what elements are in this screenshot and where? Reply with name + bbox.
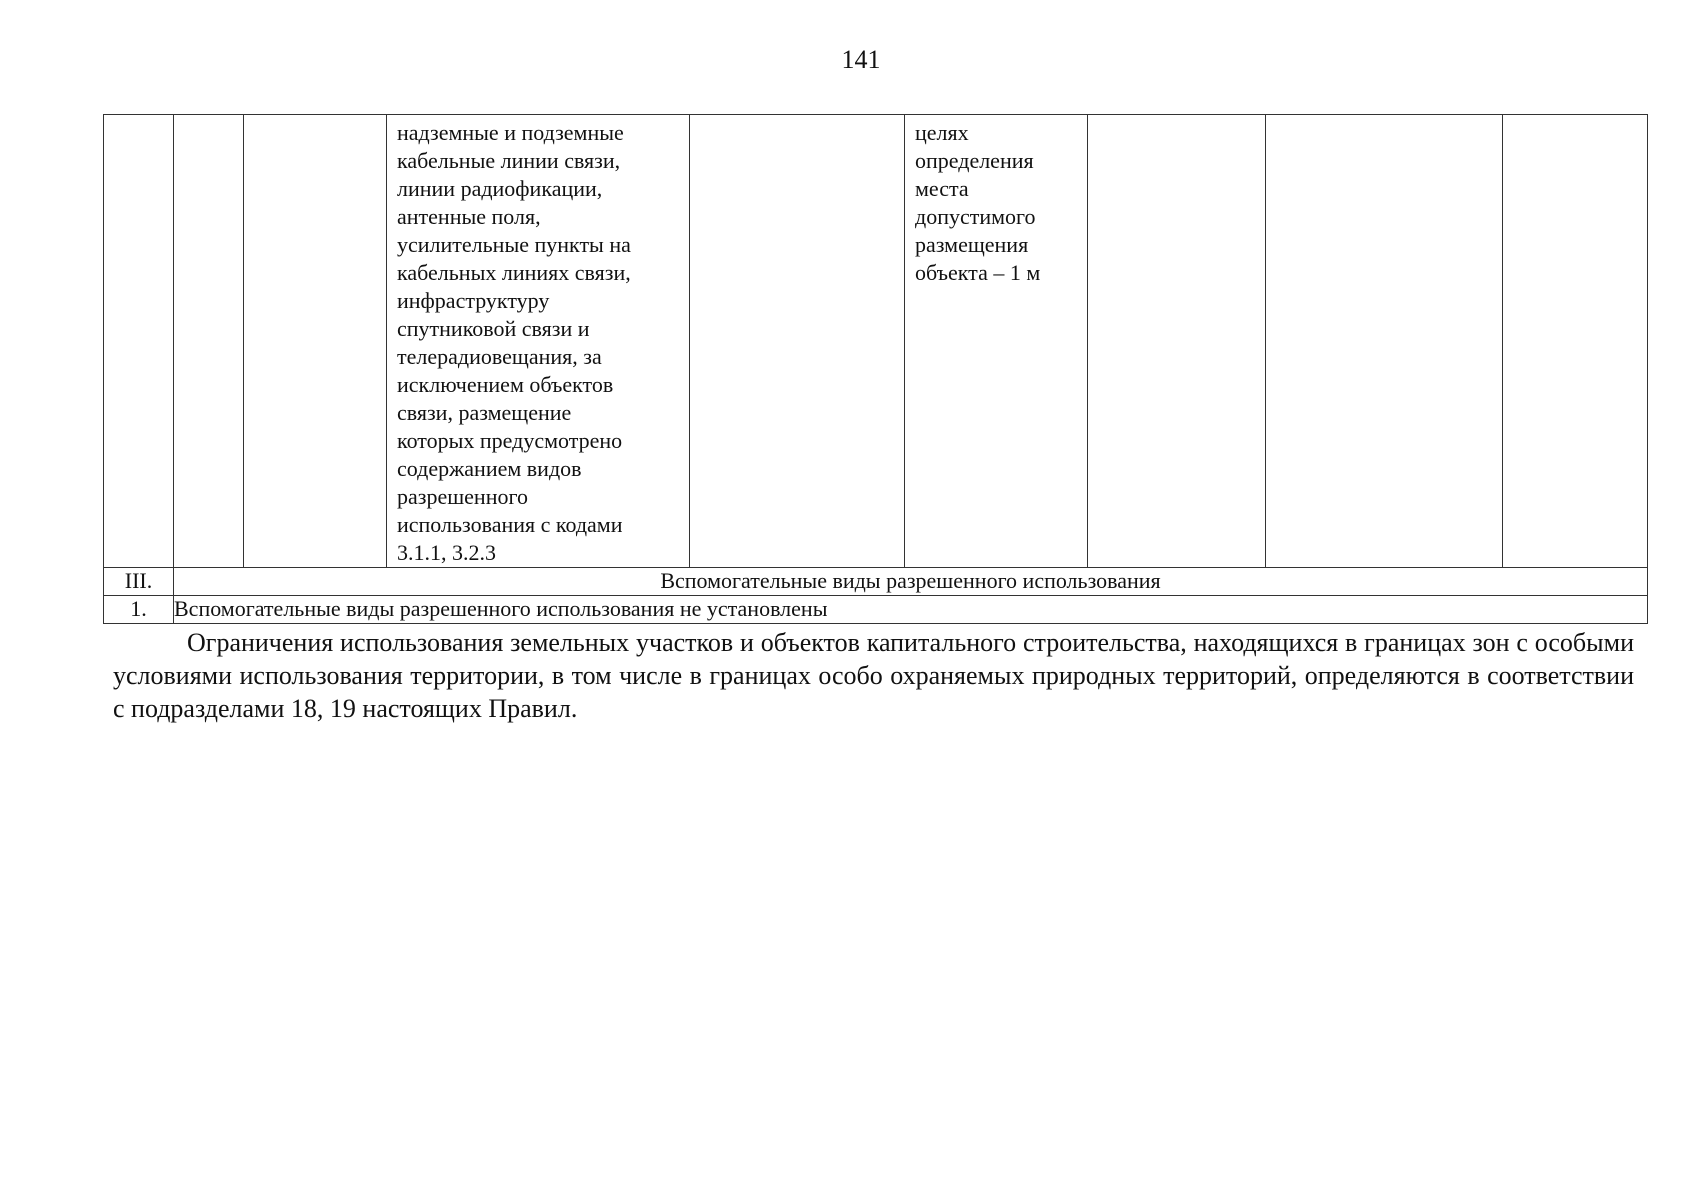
table-row: [104, 115, 1648, 568]
section-title: Вспомогательные виды разрешенного использования: [174, 568, 1648, 596]
table-cell-empty: [104, 115, 174, 568]
permitted-uses-text: надземные и подземные кабельные линии связи, линии радиофикации, антенные поля, усилительные пункты на кабельных линиях связи, инфраструктуру спутниковой связи и телерадиовещания, за исключением объектов связи, размещение которых предусмотрено содержанием видов разрешенного использования с кодами 3.1.1, 3.2.3: [397, 120, 631, 565]
page-number-container: [0, 44, 1697, 76]
table-cell-empty: [244, 115, 387, 568]
table-row-item: [104, 596, 1648, 624]
regulations-table: [103, 114, 1648, 624]
table-cell-permitted-uses: [387, 115, 690, 568]
table-row-section: [104, 568, 1648, 596]
table-cell-empty: [1503, 115, 1648, 568]
page-number: 141: [841, 45, 881, 74]
table-cell-empty: [690, 115, 905, 568]
table-cell-parameters: [905, 115, 1088, 568]
item-text: Вспомогательные виды разрешенного использования не установлены: [174, 596, 1648, 624]
item-number: 1.: [104, 596, 174, 624]
restrictions-paragraph: Ограничения использования земельных участков и объектов капитального строительства, находящихся в границах зон с особыми условиями использования территории, в том числе в границах особо охраняемых природных территорий, определяются в соответствии с подразделами 18, 19 настоящих Правил.: [113, 628, 1634, 723]
table-cell-empty: [1088, 115, 1266, 568]
table-cell-empty: [1266, 115, 1503, 568]
table-cell-empty: [174, 115, 244, 568]
section-number: III.: [104, 568, 174, 596]
parameters-text: целях определения места допустимого размещения объекта – 1 м: [915, 120, 1041, 285]
